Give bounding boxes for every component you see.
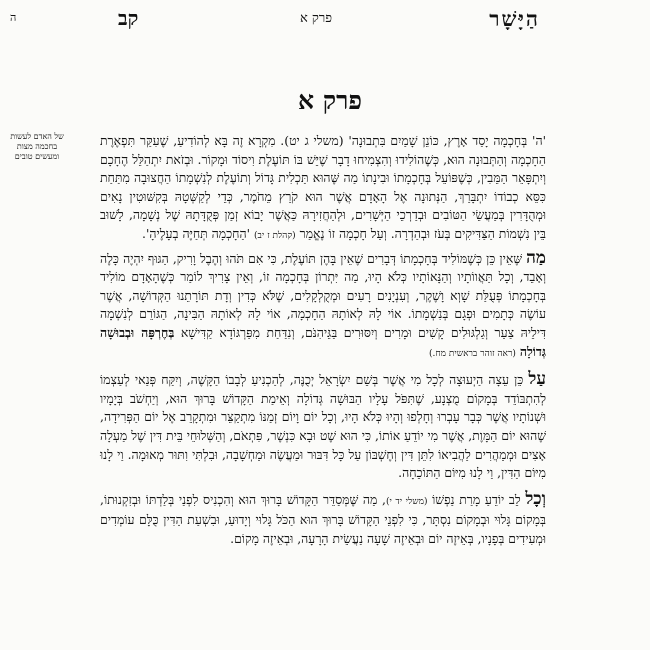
paragraph-3-text: כֵּן עֵצָה הַיְעוּצָה לְכָל מִי אֲשֶׁר בְּשֵׁם יִשְׂרָאֵל יְכֻנֶּה, לְהַכְנִיעַ לְבָבוֹ הַקָּשֶׁה, וְיִקַּח פְּנַאי לְעַצְמוֹ לְהִתְבּוֹדֵד בְּמָקוֹם מֻצְנָע, שֶׁתִּפֹּל עָלָיו הַבּוּשָׁה גְּדוֹלָה וְאֵימַת הַקָּדוֹשׁ בָּרוּךְ הוּא, וְיַחְשֹׁב בְּיָמָיו וּשְׁנוֹתָיו אֲשֶׁר כְּבָר עָבְרוּ וְחָלְפוּ וְהָיוּ כְּלֹא הָיוּ, וְכָל יוֹם וָיוֹם זְמַנּוֹ מִתְקַצֵּר וּמִתְקָרֵב אֶל יוֹם הַפְּרִידָה, שֶׁהוּא יוֹם הַמָּוֶת, אֲשֶׁר מִי יוֹדֵעַ אוֹתוֹ, כִּי הוּא שֶׁט וּבָא כִּנְשֶׁר, פִּתְאֹם, וְהַשְּׁלוּחֵי בֵּית דִּין שֶׁל מַעְלָה אָצִים וּמְמַהֲרִים לַהֲבִיאוֹ לִתֵּן דִּין וְחֶשְׁבּוֹן עַל כָּל דִּבּוּר וּמַעֲשֶׂה וּמַחְשָׁבָה, וּבִלְתִּי וִתּוּר מְאוּמָה. וַי לָנוּ מִיּוֹם הַדִּין, וַי לָנוּ מִיּוֹם הַתּוֹכֵחָה.	[100, 372, 546, 481]
paragraph-4-text: , מַה שֶּׁמְּסַדֵּר הַקָּדוֹשׁ בָּרוּךְ הוּא וְהִכְנִיס לִפְנַי בְּלַדְתּוֹ וּבְזִקְנוּתוֹ, בְּמָקוֹם גָּלוּי וּבְמָקוֹם נִסְתָּר, כִּי לִפְנֵי הַקָּדוֹשׁ בָּרוּךְ הוּא הַכֹּל גָּלוּי וְיָדוּעַ, וּבִשְׁעַת הַדִּין כֻּלָּם עוֹמְדִים וּמְעִידִים בְּפָנָיו, בְּאֵיזֶה יוֹם וּבְאֵיזֶה שָׁעָה נַעֲשֵׂית הָרָעָה, וּבְאֵיזֶה מָקוֹם.	[100, 491, 546, 546]
paragraph-1-quote: 'הַחָכְמָה תְּחַיֶּה בְעָלֶיהָ'.	[142, 225, 251, 241]
paragraph-4-lead-word: וְכָל	[525, 488, 546, 509]
paragraph-1-text: 'ה' בְּחָכְמָה יָסַד אָרֶץ, כּוֹנֵן שָׁמַיִם בִּתְבוּנָה' (משלי ג יט). מִקְרָא זֶה בָּא לְהוֹדִיעַ, שֶׁעִקַּר תִּפְאֶרֶת הַחָכְמָה וְהַתְּבוּנָה הוּא, כְּשֶׁהוֹלִידוּ וְהִצְמִיחוּ דָבָר שֶׁיֵּשׁ בּוֹ תּוֹעֶלֶת וִיסוֹד וּמָקוֹר. וּבְזֹאת יִתְהַלֵּל הֶחָכָם וְיִתְפָּאֵר הַמֵּבִין, כְּשֶׁפּוֹעֵל בְּחָכְמָתוֹ וּבִינָתוֹ מַה שֶּׁהוּא תַּכְלִית גָּדוֹל וְתוֹעֶלֶת לְנִשְׁמָתוֹ הַחֲצוּבָה מִתַּחַת כִּסֵּא כְבוֹדוֹ יִתְבָּרַךְ, הַנְּתוּנָה אֶל הָאָדָם אֲשֶׁר הוּא קֹרַץ מֵחֹמֶר, כְּדֵי לְקַשְּׁטָהּ בְּקִשּׁוּטִין נָאִים וּמְהֻדָּרִין בְּמַעֲשֵׂי הַטּוֹבִים וּבְדַרְכֵי הַיְּשָׁרִים, וּלְהַחֲזִירָהּ כַּאֲשֶׁר יָבוֹא זְמַן פְּקֻדָּתָהּ שֶׁל נְשָׁמָה, לָשׁוּב בֵּין נִשְׁמוֹת הַצַּדִּיקִים בְּעֹז וּבְהַדְרָה. וְעַל חָכְמָה זוֹ נֶאֱמַר	[100, 133, 546, 241]
book-title: הַיָּשָׁר	[489, 6, 540, 31]
margin-note: של האדם לעשות בחכמה מצות ומעשים טובים	[10, 132, 64, 161]
paragraph-3	[100, 371, 546, 483]
paragraph-2-text: שֶּׁאֵין כֵּן כְּשֶׁמּוֹלִיד בְּחָכְמָתוֹ דְּבָרִים שֶׁאֵין בָּהֶן תּוֹעֶלֶת, כִּי אִם תֹּהוּ וְהֶבֶל וָרִיק, הַגּוּף יִהְיֶה כָּלֶה וְאָבֵד, וְכָל תַּאֲווֹתָיו וְהַנָּאוֹתָיו כְּלֹא הָיוּ, מַה יִּתְרוֹן בְּחָכְמָה זוֹ, וְאֵין צָרִיךְ לוֹמַר כְּשֶׁהָאָדָם מוֹלִיד בְּחָכְמָתוֹ פְּעֻלַּת שָׁוְא וָשֶׁקֶר, וְעִנְיָנִים רָעִים וּמְקֻלְקָלִים, שֶׁלֹּא כְּדִין וְדָת תּוֹרָתֵנוּ הַקְּדוֹשָׁה, אֲשֶׁר עוֹשֶׂה כְּתָמִים וּפְגָם בְּנִשְׁמָתוֹ. אוֹי לָהּ לְאוֹתָהּ הַחָכְמָה, אוֹי לָהּ לְאוֹתָהּ הַבִּינָה, הַגּוֹרֵם לְנִשְׁמָה דִּילֵיהּ צַעַר וְגַלְגּוּלִים קָשִׁים וּמָרִים וְיִסּוּרִים בַּגֵּיהִנֹּם, וְנִדַּחַת מִפַּרְגּוֹדָא קַדִּישָׁא	[100, 250, 546, 340]
corner-mark: ה	[10, 11, 17, 24]
paragraph-1	[100, 132, 546, 246]
running-header	[100, 6, 540, 32]
paragraph-1-source: (קהלת ז יב)	[254, 230, 296, 241]
header-chapter-ref: פרק א	[300, 11, 333, 26]
paragraph-4-pre: לֵב יוֹדֵעַ מָרַת נַפְשׁוֹ	[432, 491, 521, 507]
paragraph-4-source: (משלי יד י)	[385, 496, 428, 507]
main-text	[100, 132, 546, 556]
paragraph-2-source: (ראה זוהר בראשית מח.)	[428, 348, 516, 359]
paragraph-2-lead-word: מַה	[526, 247, 546, 268]
paragraph-4	[100, 488, 546, 549]
paragraph-2	[100, 247, 546, 364]
paragraph-2-tail: בְּחֶרְפָּה וּבְבוּשָׁה גְּדוֹלָה	[100, 324, 546, 359]
folio-number: קב	[118, 6, 139, 30]
chapter-title: פרק א	[297, 86, 362, 115]
paragraph-3-lead-word: עַל	[528, 369, 546, 390]
